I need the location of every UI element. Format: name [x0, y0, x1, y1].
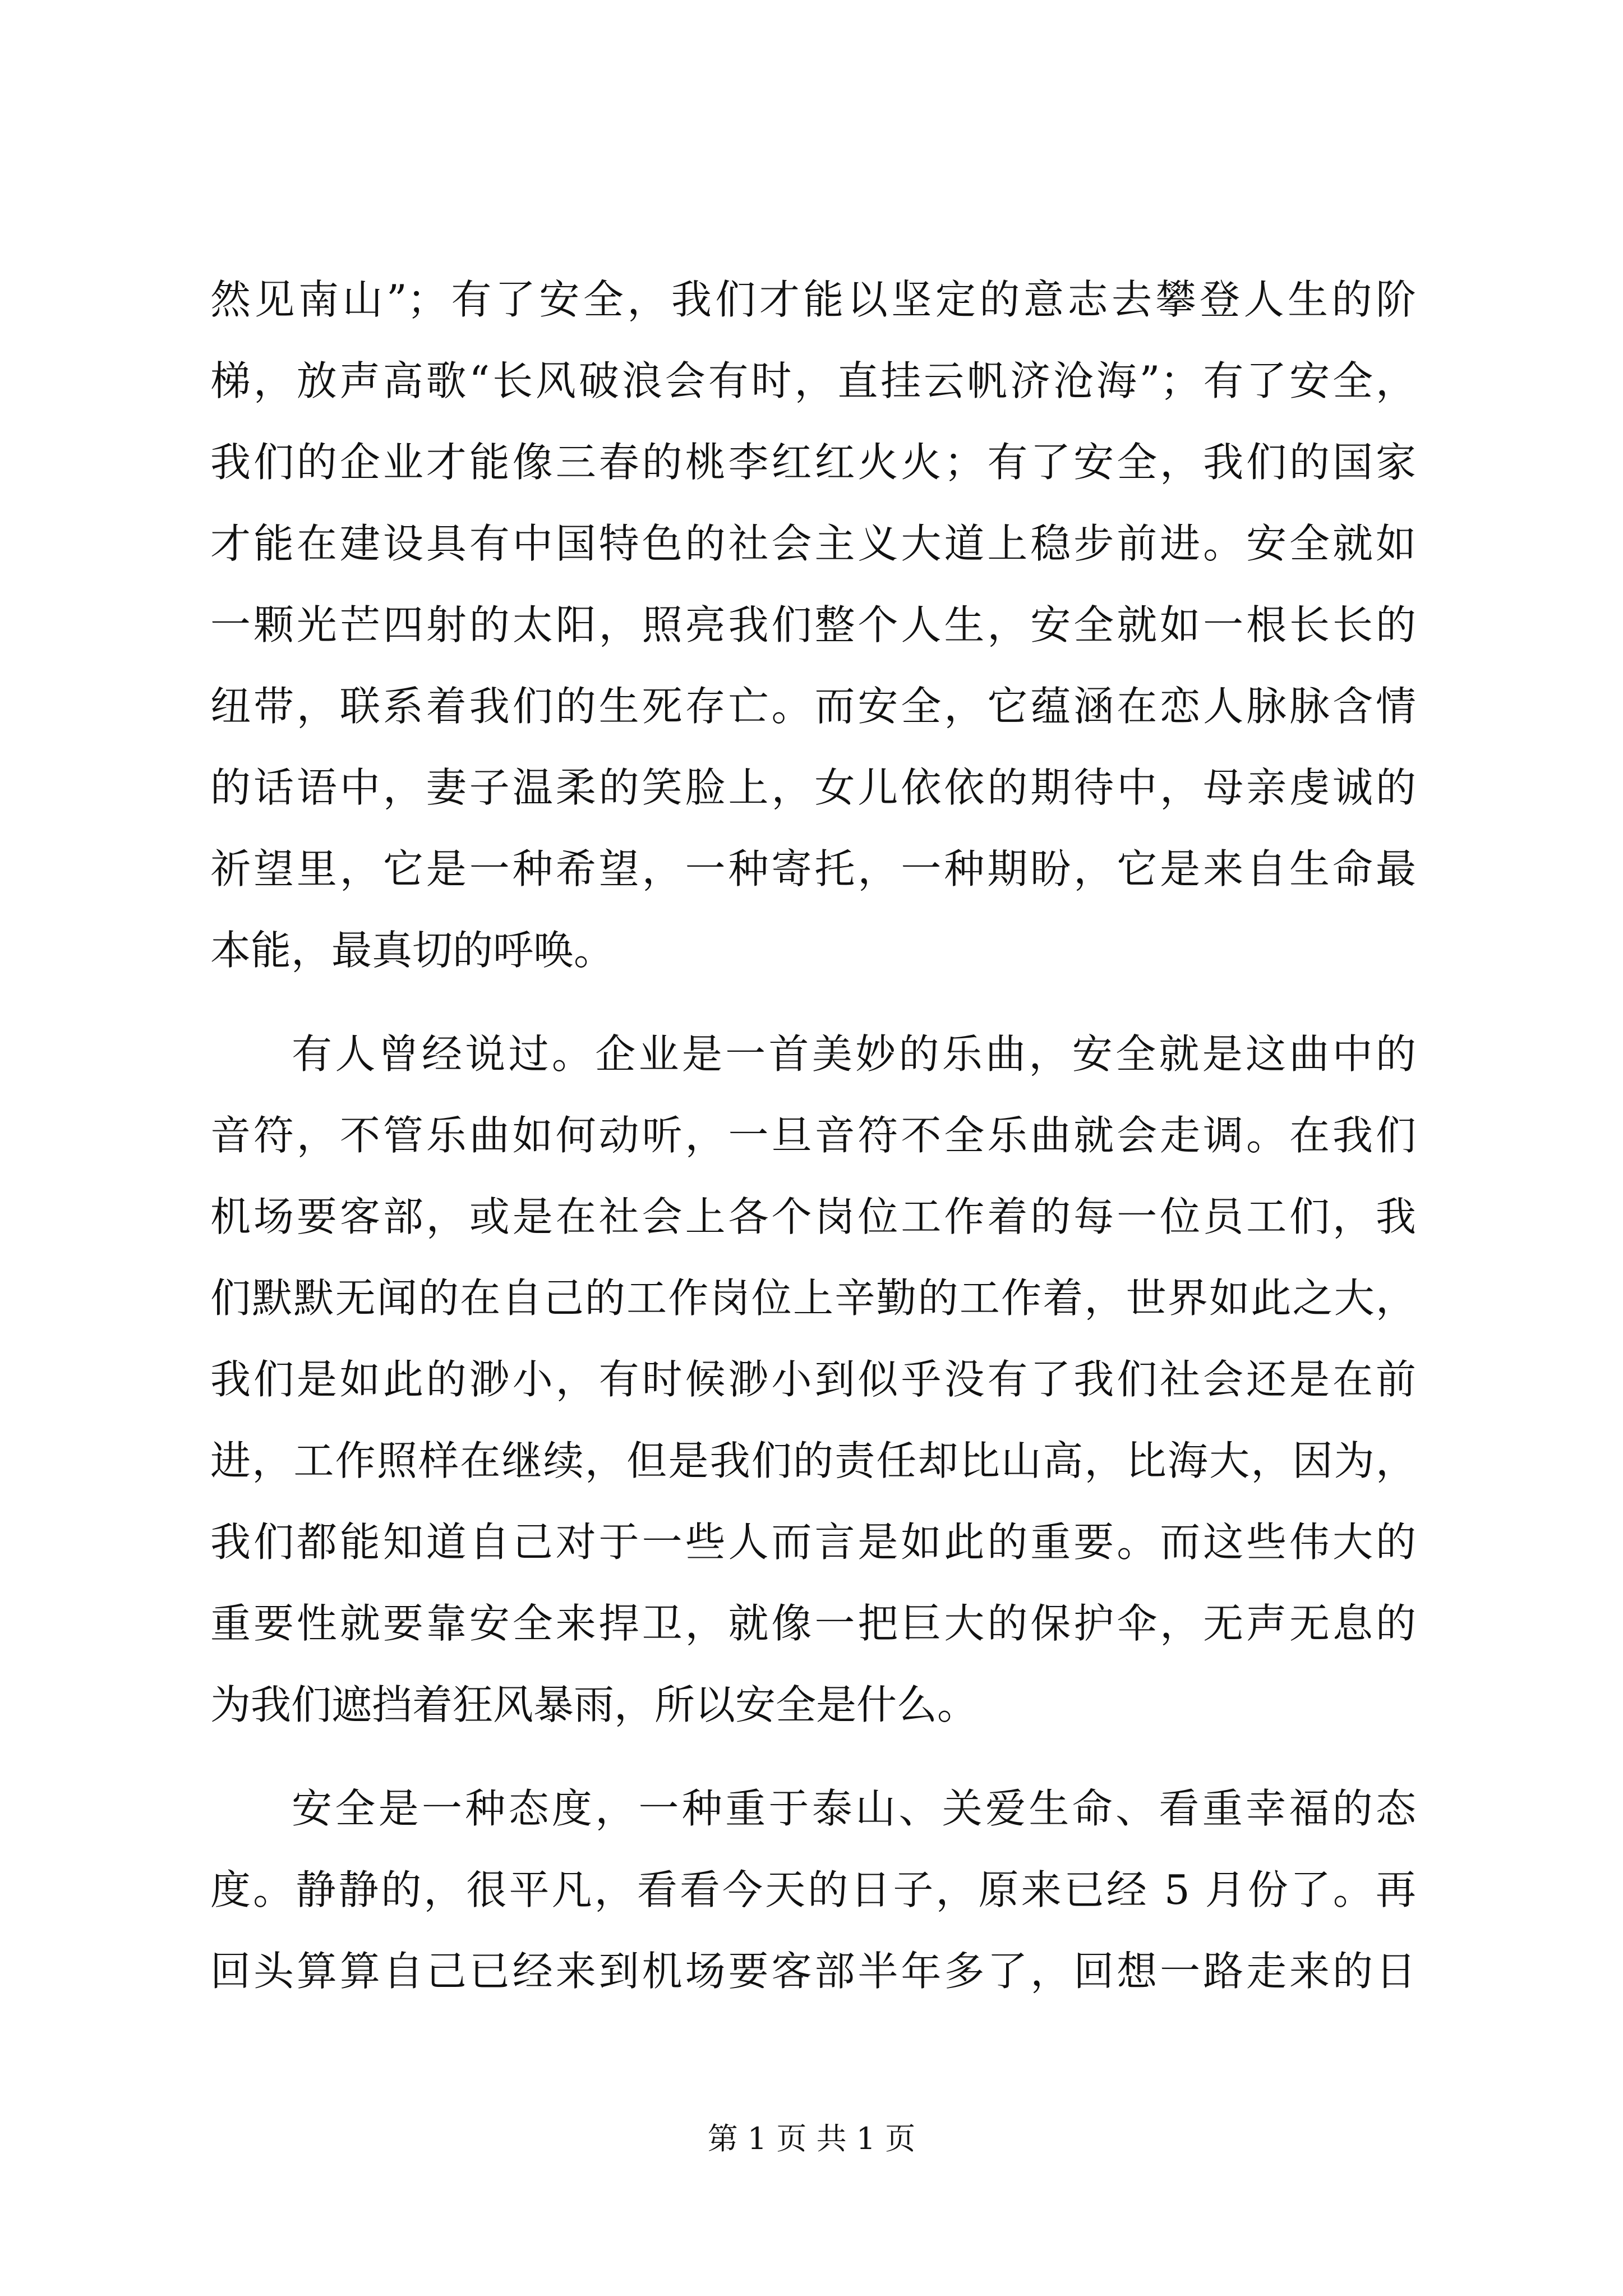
text-line: 的话语中，妻子温柔的笑脸上，女儿依依的期待中，母亲虔诚的: [210, 764, 1416, 811]
text-line: 为我们遮挡着狂风暴雨，所以安全是什么。: [210, 1681, 978, 1728]
text-line: 本能，最真切的呼唤。: [210, 927, 615, 974]
text-line: 才能在建设具有中国特色的社会主义大道上稳步前进。安全就如: [210, 520, 1416, 567]
text-line: 纽带，联系着我们的生死存亡。而安全，它蕴涵在恋人脉脉含情: [210, 683, 1416, 730]
paragraph-2: [210, 1014, 1416, 1746]
text-line: 有人曾经说过。企业是一首美妙的乐曲，安全就是这曲中的: [292, 1030, 1416, 1078]
text-line: 重要性就要靠安全来捍卫，就像一把巨大的保护伞，无声无息的: [210, 1600, 1416, 1647]
text-line: 我们的企业才能像三春的桃李红红火火；有了安全，我们的国家: [210, 439, 1416, 486]
text-line: 回头算算自己已经来到机场要客部半年多了，回想一路走来的日: [210, 1948, 1416, 1995]
text-line: 然见南山”；有了安全，我们才能以坚定的意志去攀登人生的阶: [210, 276, 1416, 323]
page-footer: 第 1 页 共 1 页: [707, 2121, 916, 2156]
text-line: 我们都能知道自己对于一些人而言是如此的重要。而这些伟大的: [210, 1519, 1416, 1566]
text-line: 机场要客部，或是在社会上各个岗位工作着的每一位员工们，我: [210, 1193, 1416, 1240]
text-line: 一颗光芒四射的太阳，照亮我们整个人生，安全就如一根长长的: [210, 601, 1416, 648]
text-line: 我们是如此的渺小，有时候渺小到似乎没有了我们社会还是在前: [210, 1356, 1416, 1403]
text-line: 安全是一种态度，一种重于泰山、关爱生命、看重幸福的态: [292, 1785, 1416, 1832]
text-line: 梯，放声高歌“长风破浪会有时，直挂云帆济沧海”；有了安全，: [210, 357, 1416, 404]
text-line: 祈望里，它是一种希望，一种寄托，一种期盼，它是来自生命最: [210, 845, 1416, 892]
document-body: [210, 259, 1416, 2012]
paragraph-1: [210, 259, 1416, 991]
paragraph-3: [210, 1768, 1416, 2012]
text-line: 音符，不管乐曲如何动听，一旦音符不全乐曲就会走调。在我们: [210, 1112, 1416, 1159]
text-line: 进，工作照样在继续，但是我们的责任却比山高，比海大，因为，: [210, 1437, 1416, 1484]
text-line: 度。静静的，很平凡，看看今天的日子，原来已经 5 月份了。再: [210, 1866, 1416, 1913]
text-line: 们默默无闻的在自己的工作岗位上辛勤的工作着，世界如此之大，: [210, 1274, 1416, 1322]
